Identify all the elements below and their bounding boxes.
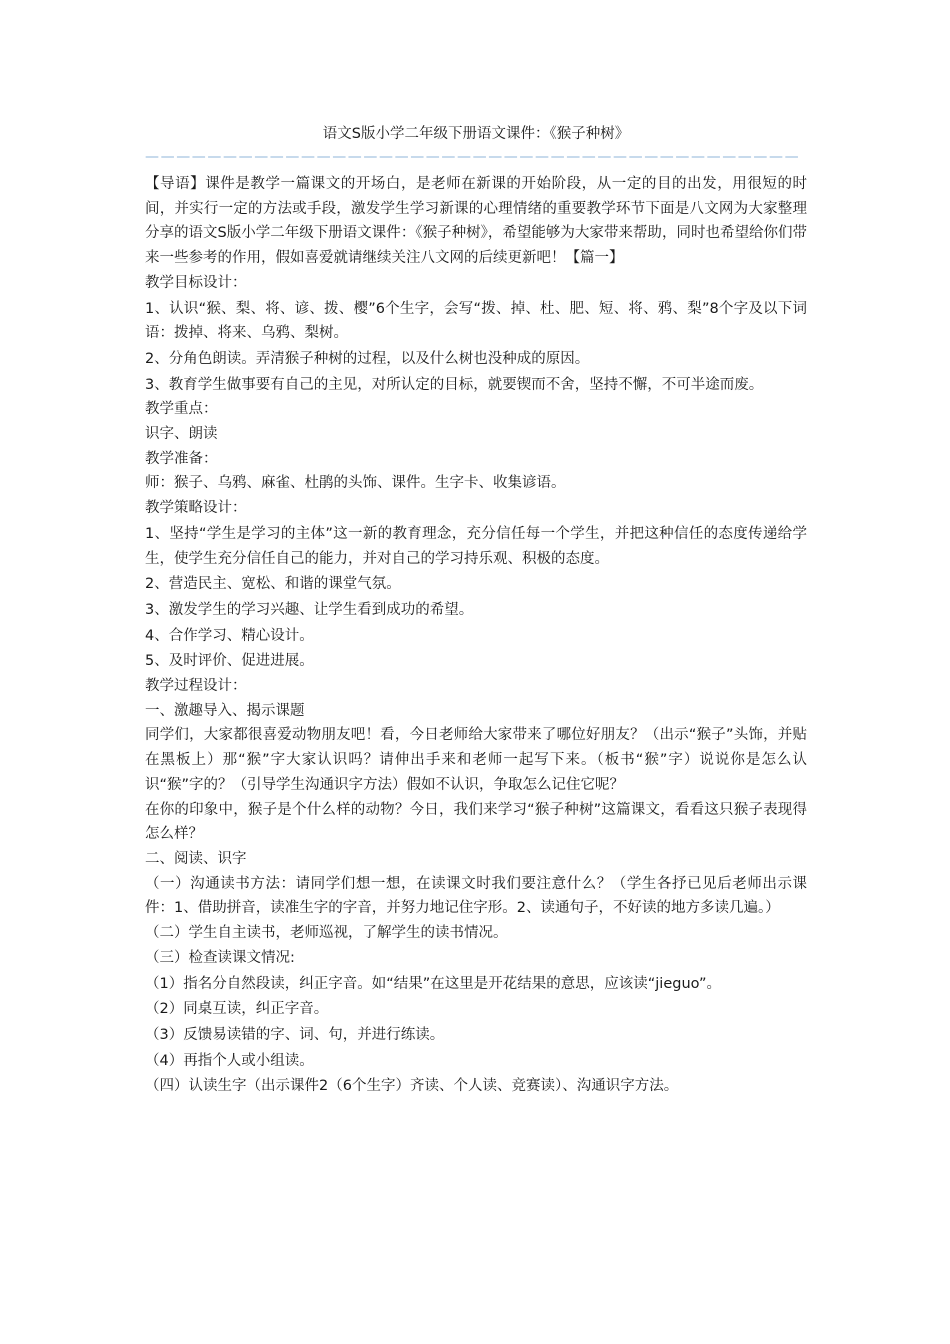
paragraph-intro: 【导语】课件是教学一篇课文的开场白，是老师在新课的开始阶段，从一定的目的出发，用很短的时间，并实行一定的方法或手段，激发学生学习新课的心理情绪的重要教学环节下面是八文网为大家整理分享的语文S版小学二年级下册语文课件：《猴子种树》，希望能够为大家带来帮助，同时也希望给你们带来一些参考的作用，假如喜爱就请继续关注八文网的后续更新吧！【篇一】 — [145, 176, 807, 267]
paragraph-heading-focus: 教学重点： — [145, 401, 218, 418]
paragraph-heading-strategy: 教学策略设计： — [145, 500, 247, 517]
paragraph-impression: 在你的印象中，猴子是个什么样的动物？今日，我们来学习“猴子种树”这篇课文，看看这只猴子表现得怎么样？ — [145, 801, 807, 843]
paragraph-strategy-4: 4、合作学习、精心设计。 — [145, 627, 314, 644]
paragraph-step-2: （二）学生自主读书，老师巡视，了解学生的读书情况。 — [145, 925, 508, 942]
paragraph-heading-process: 教学过程设计： — [145, 678, 247, 695]
paragraph-section-1: 一、激趣导入、揭示课题 — [145, 702, 305, 719]
paragraph-goal-2: 2、分角色朗读。弄清猴子种树的过程，以及什么树也没种成的原因。 — [145, 350, 590, 367]
paragraph-strategy-1: 1、坚持“学生是学习的主体”这一新的教育理念，充分信任每一个学生，并把这种信任的态度传递给学生，使学生充分信任自己的能力，并对自己的学习持乐观、积极的态度。 — [145, 525, 807, 567]
paragraph-step-3: （三）检查读课文情况: — [145, 949, 295, 966]
paragraph-step-4: （四）认读生字（出示课件2（6个生字）齐读、个人读、竞赛读）、沟通识字方法。 — [145, 1078, 679, 1095]
paragraph-heading-goals: 教学目标设计： — [145, 274, 247, 291]
paragraph-strategy-2: 2、营造民主、宽松、和谐的课堂气氛。 — [145, 576, 401, 593]
paragraph-prep: 师：猴子、乌鸦、麻雀、杜鹃的头饰、课件。生字卡、收集谚语。 — [145, 475, 566, 492]
paragraph-substep-4: （4）再指个人或小组读。 — [145, 1052, 314, 1069]
paragraph-goal-3: 3、教育学生做事要有自己的主见，对所认定的目标，就要锲而不舍，坚持不懈，不可半途而废。 — [145, 376, 764, 393]
paragraph-intro-lesson: 同学们，大家都很喜爱动物朋友吧！看，今日老师给大家带来了哪位好朋友？（出示“猴子”头饰，并贴在黑板上）那“猴”字大家认识吗？请伸出手来和老师一起写下来。（板书“猴”字）说说你是怎么认识“猴”字的？（引导学生沟通识字方法）假如不认识，争取怎么记住它呢？ — [145, 727, 807, 793]
paragraph-goal-1: 1、认识“猴、梨、将、谚、拨、樱”6个生字，会写“拨、掉、杜、肥、短、将、鸦、梨”8个字及以下词语：拨掉、将来、乌鸦、梨树。 — [145, 300, 807, 342]
document-title: 语文S版小学二年级下册语文课件：《猴子种树》 — [322, 126, 630, 142]
paragraph-substep-3: （3）反馈易读错的字、词、句，并进行练读。 — [145, 1026, 445, 1043]
document-page — [145, 122, 807, 1099]
title-divider: —————————————————————————————————————————— — [145, 149, 801, 165]
paragraph-focus: 识字、朗读 — [145, 426, 218, 443]
paragraph-section-2: 二、阅读、识字 — [145, 850, 247, 867]
paragraph-heading-prep: 教学准备： — [145, 450, 218, 467]
paragraph-strategy-5: 5、及时评价、促进进展。 — [145, 653, 314, 670]
paragraph-substep-2: （2）同桌互读，纠正字音。 — [145, 1001, 329, 1018]
paragraph-step-1: （一）沟通读书方法：请同学们想一想，在读课文时我们要注意什么？（学生各抒已见后老师出示课件：1、借助拼音，读准生字的字音，并努力地记住字形。2、读通句子，不好读的地方多读几遍。） — [145, 875, 807, 917]
paragraph-substep-1: （1）指名分自然段读，纠正字音。如“结果”在这里是开花结果的意思，应该读“jieguo”。 — [145, 975, 721, 992]
paragraph-strategy-3: 3、激发学生的学习兴趣、让学生看到成功的希望。 — [145, 601, 474, 618]
